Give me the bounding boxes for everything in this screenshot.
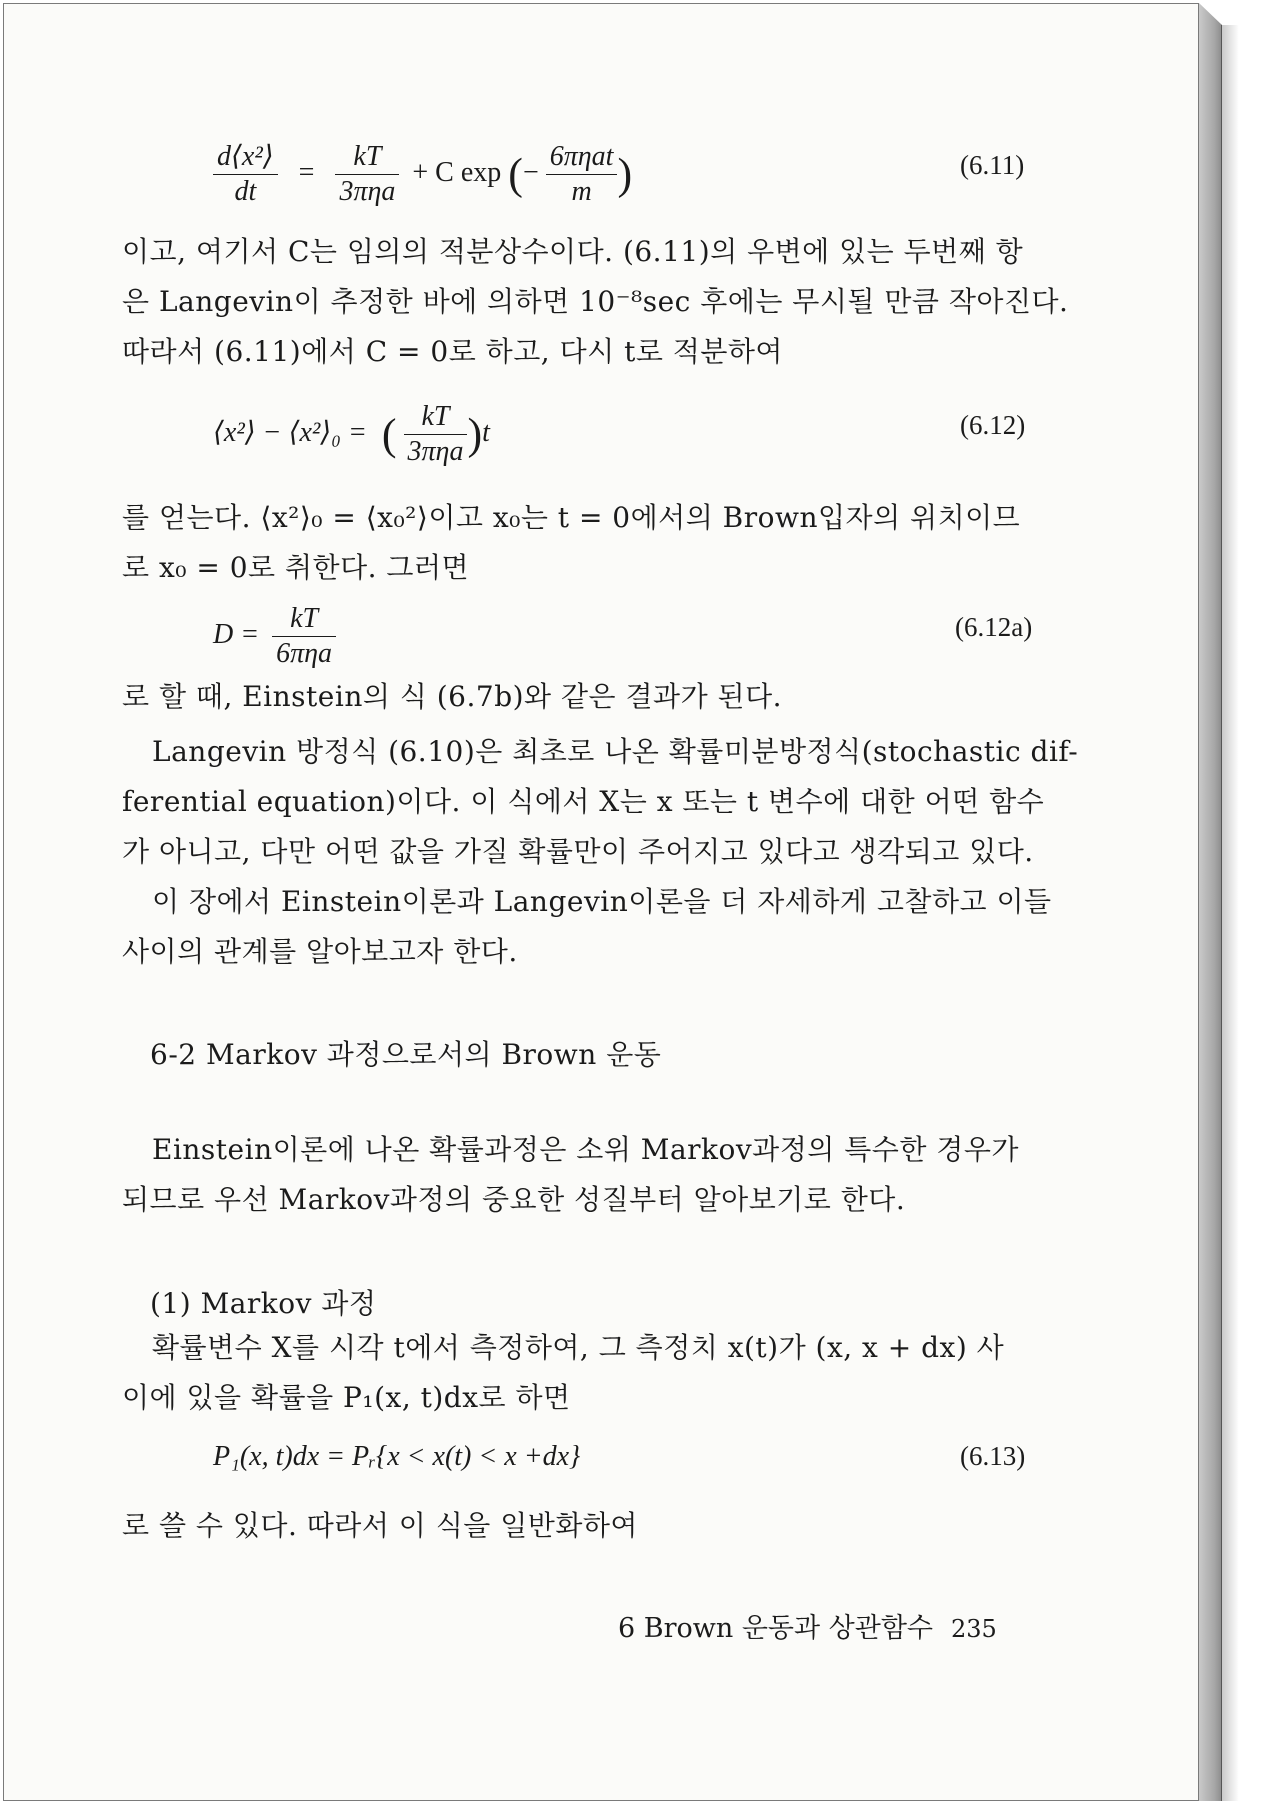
eq-number-6-12a: (6.12a) <box>955 612 1033 642</box>
eq-6-11-equals: = <box>298 156 315 188</box>
eq-6-11-lhs-num: d⟨x²⟩ <box>213 140 278 175</box>
text-line: 따라서 (6.11)에서 C = 0로 하고, 다시 t로 적분하여 <box>122 335 783 368</box>
eq-number-6-12: (6.12) <box>960 410 1026 440</box>
eq-6-12-lparen: ( <box>381 409 397 459</box>
eq-6-11-f2-num: 6πηat <box>546 140 618 175</box>
equation-6-13: P₁(x, t)dx = Pᵣ{x < x(t) < x +dx} <box>213 1441 581 1472</box>
eq-6-11-lhs-den: dt <box>234 176 257 207</box>
subsection-heading: (1) Markov 과정 <box>150 1287 377 1320</box>
equation-6-12a <box>213 602 336 671</box>
eq-6-12-lhs: ⟨x²⟩ − ⟨x²⟩₀ = <box>213 416 367 448</box>
eq-6-11-frac1 <box>335 140 399 209</box>
eq-6-12-frac <box>404 400 468 469</box>
text-line: 가 아니고, 다만 어떤 값을 가질 확률만이 주어지고 있다고 생각되고 있다. <box>122 835 1034 868</box>
section-heading: 6-2 Markov 과정으로서의 Brown 운동 <box>150 1038 662 1071</box>
text-line: 이 장에서 Einstein이론과 Langevin이론을 더 자세하게 고찰하고 이들 <box>152 885 1052 918</box>
text-line: 사이의 관계를 알아보고자 한다. <box>122 935 518 968</box>
equation-6-11: $\frac{\text{d⟨x²⟩}}{dt}$ = $\frac{kT}{\text{3πηa}}$ + C exp (− $\frac{\text{6πηat}}{m}$ ) <box>213 140 632 209</box>
text-line: Langevin 방정식 (6.10)은 최초로 나온 확률미분방정식(stochastic dif- <box>152 735 1079 768</box>
text-line: Einstein이론에 나온 확률과정은 소위 Markov과정의 특수한 경우가 <box>152 1133 1019 1166</box>
eq-6-12-rparen: ) <box>467 409 483 459</box>
paragraph-4 <box>122 727 1078 977</box>
paragraph-3 <box>122 672 782 722</box>
eq-6-12a-frac <box>272 602 336 671</box>
eq-6-11-exp: + C exp <box>412 156 502 188</box>
eq-6-11-rparen: ) <box>617 149 633 199</box>
eq-6-12-num: kT <box>404 400 468 435</box>
eq-6-11-f1-num: kT <box>335 140 399 175</box>
eq-6-12-tail: t <box>482 416 490 448</box>
paragraph-2 <box>122 493 1020 593</box>
eq-6-11-f2-den: m <box>571 176 592 207</box>
text-line: 로 쓸 수 있다. 따라서 이 식을 일반화하여 <box>122 1509 638 1542</box>
text-line: 로 x₀ = 0로 취한다. 그러면 <box>122 551 470 584</box>
eq-6-12a-num: kT <box>272 602 336 637</box>
text-line: 이고, 여기서 C는 임의의 적분상수이다. (6.11)의 우변에 있는 두번째 항 <box>122 235 1024 268</box>
eq-6-12-den: 3πηa <box>407 436 464 467</box>
paragraph-7 <box>122 1501 638 1551</box>
eq-6-12a-den: 6πηa <box>276 638 333 669</box>
page-edge <box>1199 3 1222 1801</box>
running-head: 6 Brown 운동과 상관함수 <box>618 1613 934 1644</box>
eq-number-6-11: (6.11) <box>960 150 1025 180</box>
page-shadow <box>1221 25 1239 1801</box>
text-line: 이에 있을 확률을 P₁(x, t)dx로 하면 <box>122 1381 571 1414</box>
text-line: 를 얻는다. ⟨x²⟩₀ = ⟨x₀²⟩이고 x₀는 t = 0에서의 Brown입자의 위치이므 <box>122 501 1021 534</box>
eq-6-11-lhs <box>213 140 278 209</box>
text-line: 은 Langevin이 추정한 바에 의하면 10⁻⁸sec 후에는 무시될 만큼 작아진다. <box>122 285 1069 318</box>
text-line: ferential equation)이다. 이 식에서 X는 x 또는 t 변수에 대한 어떤 함수 <box>122 785 1045 818</box>
eq-6-11-f1-den: 3πηa <box>339 176 396 207</box>
eq-6-11-frac2 <box>546 140 618 209</box>
text-line: 로 할 때, Einstein의 식 (6.7b)와 같은 결과가 된다. <box>122 680 783 713</box>
eq-6-12a-lhs: D = <box>213 618 260 650</box>
equation-6-12 <box>213 400 490 469</box>
page-number: 235 <box>951 1615 997 1643</box>
page-footer <box>618 1606 997 1645</box>
paragraph-5 <box>122 1125 1019 1225</box>
paragraph-6 <box>122 1323 1004 1423</box>
text-line: 확률변수 X를 시각 t에서 측정하여, 그 측정치 x(t)가 (x, x + dx) 사 <box>152 1331 1005 1364</box>
eq-number-6-13: (6.13) <box>960 1441 1026 1471</box>
eq-6-11-lparen: ( <box>508 149 523 199</box>
text-line: 되므로 우선 Markov과정의 중요한 성질부터 알아보기로 한다. <box>122 1183 906 1216</box>
paragraph-1 <box>122 227 1068 377</box>
